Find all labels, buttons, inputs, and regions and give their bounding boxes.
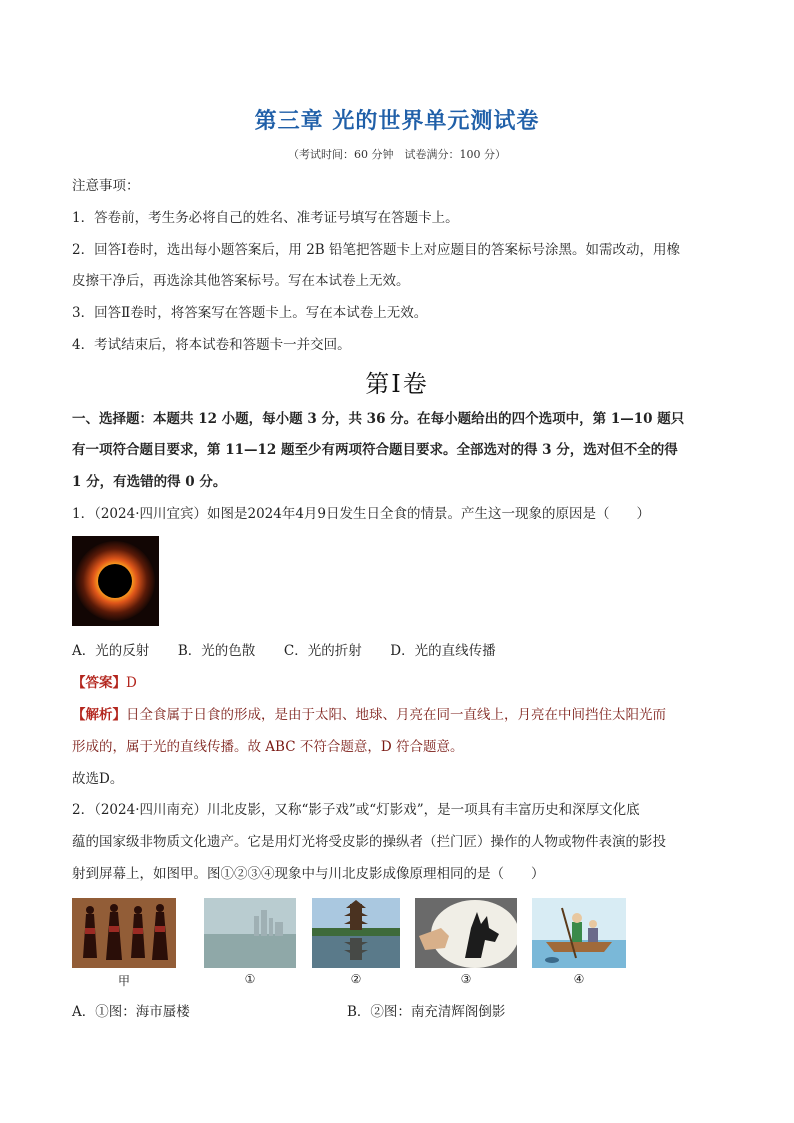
option-c: C．光的折射 (283, 643, 362, 659)
note-item: 4．考试结束后，将本试卷和答题卡一并交回。 (72, 337, 351, 353)
image-caption: ③ (460, 972, 472, 986)
exam-info: （考试时间：60 分钟 试卷满分：100 分） (288, 148, 506, 161)
image-caption: ④ (573, 972, 585, 986)
part1-instructions: 1 分，有选错的得 0 分。 (72, 474, 227, 490)
note-item: 皮擦干净后，再选涂其他答案标号。写在本试卷上无效。 (72, 273, 410, 289)
notes-heading: 注意事项： (72, 178, 140, 194)
spear-fishing-image (532, 898, 626, 968)
shadow-puppet-image (72, 898, 176, 968)
question-2-stem: 蕴的国家级非物质文化遗产。它是用灯光将受皮影的操纵者（拦门匠）操作的人物或物件表演的影投 (72, 834, 666, 850)
section-title: 第Ⅰ卷 (365, 370, 429, 398)
q2-option-a: A．①图：海市蜃楼 (72, 1004, 190, 1020)
image-caption: ② (350, 972, 362, 986)
hand-shadow-image (415, 898, 517, 968)
answer-value: D (126, 675, 137, 691)
image-caption: ① (244, 972, 256, 986)
analysis-label: 【解析】 (72, 707, 126, 723)
image-caption: 甲 (117, 974, 130, 988)
question-2-stem: 2．（2024·四川南充）川北皮影，又称“影子戏”或“灯影戏”，是一项具有丰富历史和深厚文化底 (72, 802, 640, 818)
note-item: 2．回答Ⅰ卷时，选出每小题答案后，用 2B 铅笔把答题卡上对应题目的答案标号涂黑。如需改动，用橡 (72, 242, 681, 258)
note-item: 1．答卷前，考生务必将自己的姓名、准考证号填写在答题卡上。 (72, 210, 459, 226)
note-item: 3．回答Ⅱ卷时，将答案写在答题卡上。写在本试卷上无效。 (72, 305, 428, 321)
solar-eclipse-image (72, 536, 159, 626)
answer-label: 【答案】 (72, 675, 126, 691)
q2-option-b: B．②图：南充清辉阁倒影 (347, 1004, 506, 1020)
question-1-options (72, 641, 724, 661)
conclusion: 故选D。 (72, 771, 124, 787)
answer-line (72, 673, 724, 693)
part1-instructions: 一、选择题：本题共 12 小题，每小题 3 分，共 36 分。在每小题给出的四个选项中，第 1—10 题只 (72, 411, 685, 427)
analysis-text: 日全食属于日食的形成，是由于太阳、地球、月亮在同一直线上，月亮在中间挡住太阳光而 (126, 707, 666, 723)
page-title: 第三章 光的世界单元测试卷 (254, 109, 540, 134)
question-1-stem: 1．（2024·四川宜宾）如图是2024年4月9日发生日全食的情景。产生这一现象的原因是（ ） (72, 506, 651, 522)
mirage-image (204, 898, 296, 968)
pavilion-reflection-image (312, 898, 400, 968)
question-2-stem: 射到屏幕上，如图甲。图①②③④现象中与川北皮影成像原理相同的是（ ） (72, 866, 545, 882)
option-d: D．光的直线传播 (390, 643, 496, 659)
analysis-text: 形成的，属于光的直线传播。故 ABC 不符合题意，D 符合题意。 (72, 739, 464, 755)
analysis-line (72, 705, 724, 725)
option-b: B．光的色散 (177, 643, 256, 659)
option-a: A．光的反射 (72, 643, 150, 659)
part1-instructions: 有一项符合题目要求，第 11—12 题至少有两项符合题目要求。全部选对的得 3 分，选对但不全的得 (72, 442, 678, 458)
